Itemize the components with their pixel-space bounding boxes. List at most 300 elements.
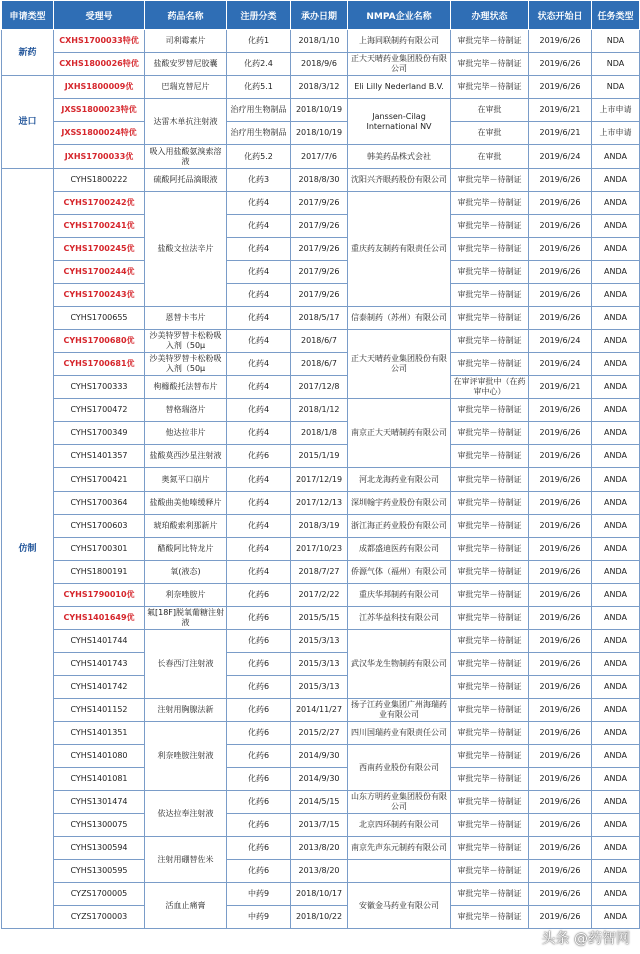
- accept-date-cell: 2018/5/17: [291, 307, 348, 330]
- task-type-cell: NDA: [592, 76, 640, 99]
- drug-name-cell: 吸入用盐酸氨溴索溶液: [145, 145, 227, 169]
- status-date-cell: 2019/6/26: [529, 307, 592, 330]
- accept-date-cell: 2015/5/15: [291, 607, 348, 630]
- accept-date-cell: 2015/2/27: [291, 722, 348, 745]
- status-date-cell: 2019/6/26: [529, 837, 592, 860]
- status-cell: 审批完毕－待制证: [451, 169, 529, 192]
- task-type-cell: ANDA: [592, 399, 640, 422]
- acceptance-no-cell: CYHS1700655: [54, 307, 145, 330]
- drug-name-cell: 达雷木单抗注射液: [145, 99, 227, 145]
- status-cell: 审批完毕－待制证: [451, 76, 529, 99]
- acceptance-no-cell: CYHS1401152: [54, 699, 145, 722]
- registration-class-cell: 化药6: [227, 653, 291, 676]
- acceptance-no-cell: CYHS1700333: [54, 376, 145, 399]
- registration-class-cell: 化药4: [227, 307, 291, 330]
- company-cell: 重庆华邦制药有限公司: [348, 584, 451, 607]
- accept-date-cell: 2013/7/15: [291, 814, 348, 837]
- header-row: [2, 1, 640, 30]
- status-cell: 审批完毕－待制证: [451, 515, 529, 538]
- registration-class-cell: 化药4: [227, 238, 291, 261]
- table-row: [2, 653, 640, 676]
- status-cell: 审批完毕－待制证: [451, 284, 529, 307]
- status-cell: 审批完毕－待制证: [451, 561, 529, 584]
- accept-date-cell: 2015/3/13: [291, 653, 348, 676]
- col-header: NMPA企业名称: [348, 1, 451, 30]
- status-date-cell: 2019/6/21: [529, 122, 592, 145]
- registration-class-cell: 化药6: [227, 445, 291, 468]
- col-header: 状态开始日: [529, 1, 592, 30]
- acceptance-no-cell: CYHS1300075: [54, 814, 145, 837]
- status-date-cell: 2019/6/26: [529, 630, 592, 653]
- company-cell: 安徽金马药业有限公司: [348, 883, 451, 929]
- status-date-cell: 2019/6/26: [529, 676, 592, 699]
- drug-name-cell: 他达拉非片: [145, 422, 227, 445]
- acceptance-no-cell: CYHS1401351: [54, 722, 145, 745]
- accept-date-cell: 2018/1/8: [291, 422, 348, 445]
- drug-name-cell: 奥氮平口崩片: [145, 468, 227, 492]
- task-type-cell: 上市申请: [592, 122, 640, 145]
- acceptance-no-cell: CYHS1301474: [54, 791, 145, 814]
- status-cell: 审批完毕－待制证: [451, 538, 529, 561]
- company-cell: 南京正大天晴制药有限公司: [348, 399, 451, 468]
- task-type-cell: NDA: [592, 30, 640, 53]
- col-header: 申请类型: [2, 1, 54, 30]
- registration-class-cell: 化药4: [227, 422, 291, 445]
- accept-date-cell: 2018/3/12: [291, 76, 348, 99]
- drug-name-cell: 盐酸曲美他嗪缓释片: [145, 492, 227, 515]
- status-date-cell: 2019/6/21: [529, 376, 592, 399]
- table-row: [2, 99, 640, 122]
- task-type-cell: ANDA: [592, 699, 640, 722]
- company-cell: 侨源气体（福州）有限公司: [348, 561, 451, 584]
- accept-date-cell: 2018/10/17: [291, 883, 348, 906]
- table-row: [2, 538, 640, 561]
- category-cell: 仿制: [2, 169, 54, 929]
- status-cell: 审批完毕－待制证: [451, 192, 529, 215]
- task-type-cell: ANDA: [592, 307, 640, 330]
- table-row: [2, 284, 640, 307]
- status-date-cell: 2019/6/26: [529, 814, 592, 837]
- acceptance-no-cell: CYHS1700472: [54, 399, 145, 422]
- accept-date-cell: 2018/6/7: [291, 353, 348, 376]
- table-row: [2, 238, 640, 261]
- drug-name-cell: 恩替卡韦片: [145, 307, 227, 330]
- acceptance-no-cell: CYHS1700245优: [54, 238, 145, 261]
- task-type-cell: ANDA: [592, 376, 640, 399]
- drug-name-cell: 盐酸安罗替尼胶囊: [145, 53, 227, 76]
- drug-name-cell: 注射用硼替佐米: [145, 837, 227, 883]
- company-cell: 四川国瑞药业有限责任公司: [348, 722, 451, 745]
- registration-class-cell: 化药6: [227, 768, 291, 791]
- company-cell: 重庆药友制药有限责任公司: [348, 192, 451, 307]
- drug-name-cell: 盐酸莫西沙星注射液: [145, 445, 227, 468]
- company-cell: 北京四环制药有限公司: [348, 814, 451, 837]
- task-type-cell: ANDA: [592, 492, 640, 515]
- task-type-cell: ANDA: [592, 538, 640, 561]
- status-cell: 审批完毕－待制证: [451, 837, 529, 860]
- registration-class-cell: 化药4: [227, 261, 291, 284]
- drug-name-cell: 沙美特罗替卡松粉吸入剂（50μ: [145, 353, 227, 376]
- table-row: [2, 745, 640, 768]
- task-type-cell: ANDA: [592, 837, 640, 860]
- accept-date-cell: 2015/1/19: [291, 445, 348, 468]
- accept-date-cell: 2018/10/22: [291, 906, 348, 929]
- status-date-cell: 2019/6/26: [529, 399, 592, 422]
- company-cell: 山东方明药业集团股份有限公司: [348, 791, 451, 814]
- drug-name-cell: 依达拉奉注射液: [145, 791, 227, 837]
- col-header: 任务类型: [592, 1, 640, 30]
- status-cell: 审批完毕－待制证: [451, 814, 529, 837]
- watermark: 头条 @药智网: [541, 931, 630, 947]
- drug-name-cell: 醋酸阿比特龙片: [145, 538, 227, 561]
- company-cell: 江苏华益科技有限公司: [348, 607, 451, 630]
- table-row: [2, 699, 640, 722]
- accept-date-cell: 2013/8/20: [291, 837, 348, 860]
- status-date-cell: 2019/6/24: [529, 353, 592, 376]
- task-type-cell: ANDA: [592, 515, 640, 538]
- acceptance-no-cell: CYHS1700364: [54, 492, 145, 515]
- registration-class-cell: 化药4: [227, 376, 291, 399]
- company-cell: 沈阳兴齐眼药股份有限公司: [348, 169, 451, 192]
- task-type-cell: ANDA: [592, 330, 640, 353]
- task-type-cell: ANDA: [592, 422, 640, 445]
- company-cell: 西南药业股份有限公司: [348, 745, 451, 791]
- accept-date-cell: 2014/9/30: [291, 768, 348, 791]
- accept-date-cell: 2013/8/20: [291, 860, 348, 883]
- status-date-cell: 2019/6/26: [529, 745, 592, 768]
- acceptance-no-cell: CYHS1401742: [54, 676, 145, 699]
- registration-class-cell: 化药5.1: [227, 76, 291, 99]
- company-cell: 信泰制药（苏州）有限公司: [348, 307, 451, 330]
- drug-name-cell: 长春西汀注射液: [145, 630, 227, 699]
- table-row: [2, 30, 640, 53]
- status-cell: 审批完毕－待制证: [451, 215, 529, 238]
- table-row: [2, 53, 640, 76]
- status-cell: 审批完毕－待制证: [451, 791, 529, 814]
- acceptance-no-cell: CYHS1700680优: [54, 330, 145, 353]
- accept-date-cell: 2018/10/19: [291, 99, 348, 122]
- status-date-cell: 2019/6/24: [529, 330, 592, 353]
- status-cell: 审批完毕－待制证: [451, 860, 529, 883]
- col-header: 办理状态: [451, 1, 529, 30]
- status-date-cell: 2019/6/26: [529, 238, 592, 261]
- status-cell: 审批完毕－待制证: [451, 906, 529, 929]
- company-cell: 扬子江药业集团广州海瑞药业有限公司: [348, 699, 451, 722]
- acceptance-no-cell: CYHS1401081: [54, 768, 145, 791]
- registration-class-cell: 化药4: [227, 515, 291, 538]
- task-type-cell: ANDA: [592, 284, 640, 307]
- status-cell: 在审评审批中（在药审中心）: [451, 376, 529, 399]
- registration-class-cell: 化药6: [227, 607, 291, 630]
- registration-class-cell: 化药4: [227, 492, 291, 515]
- status-date-cell: 2019/6/26: [529, 492, 592, 515]
- company-cell: 韩美药品株式会社: [348, 145, 451, 169]
- table-row: [2, 192, 640, 215]
- drug-name-cell: 沙美特罗替卡松粉吸入剂（50μ: [145, 330, 227, 353]
- accept-date-cell: 2017/9/26: [291, 215, 348, 238]
- acceptance-no-cell: CYHS1401357: [54, 445, 145, 468]
- task-type-cell: ANDA: [592, 238, 640, 261]
- status-cell: 审批完毕－待制证: [451, 722, 529, 745]
- acceptance-no-cell: CYHS1401080: [54, 745, 145, 768]
- status-date-cell: 2019/6/26: [529, 883, 592, 906]
- status-cell: 在审批: [451, 145, 529, 169]
- company-cell: 武汉华龙生物制药有限公司: [348, 630, 451, 699]
- registration-class-cell: 治疗用生物制品: [227, 122, 291, 145]
- acceptance-no-cell: JXSS1800023特优: [54, 99, 145, 122]
- table-row: [2, 145, 640, 169]
- table-row: [2, 307, 640, 330]
- task-type-cell: ANDA: [592, 445, 640, 468]
- registration-class-cell: 化药6: [227, 791, 291, 814]
- table-row: [2, 607, 640, 630]
- registration-class-cell: 化药4: [227, 353, 291, 376]
- status-cell: 审批完毕－待制证: [451, 353, 529, 376]
- status-cell: 审批完毕－待制证: [451, 30, 529, 53]
- accept-date-cell: 2014/11/27: [291, 699, 348, 722]
- status-cell: 审批完毕－待制证: [451, 307, 529, 330]
- registration-class-cell: 化药4: [227, 538, 291, 561]
- company-cell: 深圳翰宇药业股份有限公司: [348, 492, 451, 515]
- accept-date-cell: 2018/10/19: [291, 122, 348, 145]
- accept-date-cell: 2015/3/13: [291, 676, 348, 699]
- status-cell: 审批完毕－待制证: [451, 53, 529, 76]
- accept-date-cell: 2017/10/23: [291, 538, 348, 561]
- table-row: [2, 561, 640, 584]
- status-cell: 审批完毕－待制证: [451, 883, 529, 906]
- registration-class-cell: 化药5.2: [227, 145, 291, 169]
- registration-class-cell: 化药2.4: [227, 53, 291, 76]
- status-date-cell: 2019/6/26: [529, 561, 592, 584]
- status-date-cell: 2019/6/26: [529, 284, 592, 307]
- drug-approval-table: [1, 0, 640, 929]
- company-cell: 河北龙海药业有限公司: [348, 468, 451, 492]
- table-row: [2, 883, 640, 906]
- company-cell: 上海同联制药有限公司: [348, 30, 451, 53]
- col-header: 承办日期: [291, 1, 348, 30]
- task-type-cell: 上市申请: [592, 99, 640, 122]
- accept-date-cell: 2018/3/19: [291, 515, 348, 538]
- status-date-cell: 2019/6/26: [529, 445, 592, 468]
- status-date-cell: 2019/6/26: [529, 422, 592, 445]
- acceptance-no-cell: CYHS1700603: [54, 515, 145, 538]
- registration-class-cell: 治疗用生物制品: [227, 99, 291, 122]
- acceptance-no-cell: CYHS1300595: [54, 860, 145, 883]
- acceptance-no-cell: CYHS1700241优: [54, 215, 145, 238]
- table-row: [2, 768, 640, 791]
- drug-name-cell: 氟[18F]脱氧葡糖注射液: [145, 607, 227, 630]
- task-type-cell: ANDA: [592, 814, 640, 837]
- status-cell: 审批完毕－待制证: [451, 676, 529, 699]
- company-cell: 南京先声东元制药有限公司: [348, 837, 451, 860]
- status-date-cell: 2019/6/26: [529, 722, 592, 745]
- company-cell: 成都盛迪医药有限公司: [348, 538, 451, 561]
- registration-class-cell: 化药3: [227, 169, 291, 192]
- table-row: [2, 860, 640, 883]
- acceptance-no-cell: CYHS1700349: [54, 422, 145, 445]
- accept-date-cell: 2014/5/15: [291, 791, 348, 814]
- category-cell: 进口: [2, 76, 54, 169]
- status-cell: 审批完毕－待制证: [451, 630, 529, 653]
- accept-date-cell: 2018/6/7: [291, 330, 348, 353]
- status-date-cell: 2019/6/26: [529, 906, 592, 929]
- accept-date-cell: 2017/9/26: [291, 192, 348, 215]
- acceptance-no-cell: CYHS1790010优: [54, 584, 145, 607]
- acceptance-no-cell: CYHS1700421: [54, 468, 145, 492]
- status-cell: 在审批: [451, 122, 529, 145]
- drug-name-cell: 盐酸文拉法辛片: [145, 192, 227, 307]
- status-cell: 审批完毕－待制证: [451, 399, 529, 422]
- status-cell: 审批完毕－待制证: [451, 261, 529, 284]
- status-cell: 审批完毕－待制证: [451, 607, 529, 630]
- task-type-cell: ANDA: [592, 630, 640, 653]
- acceptance-no-cell: CYHS1401744: [54, 630, 145, 653]
- acceptance-no-cell: CYHS1700243优: [54, 284, 145, 307]
- registration-class-cell: 化药4: [227, 192, 291, 215]
- task-type-cell: ANDA: [592, 145, 640, 169]
- task-type-cell: ANDA: [592, 883, 640, 906]
- category-cell: 新药: [2, 30, 54, 76]
- status-cell: 审批完毕－待制证: [451, 238, 529, 261]
- status-date-cell: 2019/6/26: [529, 699, 592, 722]
- status-date-cell: 2019/6/24: [529, 145, 592, 169]
- acceptance-no-cell: CYHS1700242优: [54, 192, 145, 215]
- acceptance-no-cell: CXHS1700033特优: [54, 30, 145, 53]
- acceptance-no-cell: CXHS1800026特优: [54, 53, 145, 76]
- table-row: [2, 906, 640, 929]
- company-cell: Eli Lilly Nederland B.V.: [348, 76, 451, 99]
- table-row: [2, 353, 640, 376]
- table-row: [2, 468, 640, 492]
- col-header: 受理号: [54, 1, 145, 30]
- task-type-cell: ANDA: [592, 353, 640, 376]
- task-type-cell: ANDA: [592, 261, 640, 284]
- accept-date-cell: 2015/3/13: [291, 630, 348, 653]
- accept-date-cell: 2018/9/6: [291, 53, 348, 76]
- task-type-cell: ANDA: [592, 215, 640, 238]
- drug-name-cell: 氧(液态): [145, 561, 227, 584]
- drug-name-cell: 利奈唑胺注射液: [145, 722, 227, 791]
- task-type-cell: ANDA: [592, 791, 640, 814]
- registration-class-cell: 化药6: [227, 860, 291, 883]
- drug-name-cell: 活血止痛膏: [145, 883, 227, 929]
- company-cell: [348, 860, 451, 883]
- company-cell: 正大天晴药业集团股份有限公司: [348, 53, 451, 76]
- table-row: [2, 422, 640, 445]
- status-date-cell: 2019/6/26: [529, 791, 592, 814]
- status-cell: 审批完毕－待制证: [451, 768, 529, 791]
- status-date-cell: 2019/6/26: [529, 515, 592, 538]
- company-cell: Janssen-Cilag International NV: [348, 99, 451, 145]
- accept-date-cell: 2017/12/19: [291, 468, 348, 492]
- acceptance-no-cell: JXSS1800024特优: [54, 122, 145, 145]
- status-cell: 审批完毕－待制证: [451, 422, 529, 445]
- task-type-cell: ANDA: [592, 584, 640, 607]
- status-date-cell: 2019/6/26: [529, 538, 592, 561]
- status-date-cell: 2019/6/26: [529, 215, 592, 238]
- acceptance-no-cell: CYZS1700003: [54, 906, 145, 929]
- task-type-cell: ANDA: [592, 561, 640, 584]
- table-body: [2, 30, 640, 929]
- acceptance-no-cell: JXHS1800009优: [54, 76, 145, 99]
- status-cell: 在审批: [451, 99, 529, 122]
- status-date-cell: 2019/6/26: [529, 584, 592, 607]
- registration-class-cell: 化药4: [227, 399, 291, 422]
- accept-date-cell: 2018/1/12: [291, 399, 348, 422]
- drug-name-cell: 琥珀酸索利那新片: [145, 515, 227, 538]
- acceptance-no-cell: CYHS1401743: [54, 653, 145, 676]
- table-row: [2, 261, 640, 284]
- task-type-cell: ANDA: [592, 192, 640, 215]
- status-cell: 审批完毕－待制证: [451, 699, 529, 722]
- status-date-cell: 2019/6/26: [529, 653, 592, 676]
- table-row: [2, 492, 640, 515]
- registration-class-cell: 中药9: [227, 883, 291, 906]
- drug-name-cell: 枸橼酸托法替布片: [145, 376, 227, 399]
- table-row: [2, 814, 640, 837]
- accept-date-cell: 2017/9/26: [291, 284, 348, 307]
- table-row: [2, 122, 640, 145]
- acceptance-no-cell: CYHS1700301: [54, 538, 145, 561]
- drug-name-cell: 司利霉素片: [145, 30, 227, 53]
- registration-class-cell: 化药4: [227, 468, 291, 492]
- table-row: [2, 584, 640, 607]
- registration-class-cell: 化药6: [227, 837, 291, 860]
- status-date-cell: 2019/6/26: [529, 468, 592, 492]
- accept-date-cell: 2017/9/26: [291, 261, 348, 284]
- registration-class-cell: 化药4: [227, 284, 291, 307]
- accept-date-cell: 2017/12/8: [291, 376, 348, 399]
- drug-name-cell: 替格瑞洛片: [145, 399, 227, 422]
- acceptance-no-cell: CYHS1700681优: [54, 353, 145, 376]
- accept-date-cell: 2014/9/30: [291, 745, 348, 768]
- acceptance-no-cell: CYHS1800191: [54, 561, 145, 584]
- accept-date-cell: 2017/7/6: [291, 145, 348, 169]
- status-date-cell: 2019/6/26: [529, 607, 592, 630]
- acceptance-no-cell: CYHS1700244优: [54, 261, 145, 284]
- accept-date-cell: 2018/7/27: [291, 561, 348, 584]
- status-date-cell: 2019/6/26: [529, 53, 592, 76]
- registration-class-cell: 中药9: [227, 906, 291, 929]
- accept-date-cell: 2017/12/13: [291, 492, 348, 515]
- status-date-cell: 2019/6/26: [529, 860, 592, 883]
- table-row: [2, 169, 640, 192]
- registration-class-cell: 化药6: [227, 676, 291, 699]
- table-row: [2, 399, 640, 422]
- status-cell: 审批完毕－待制证: [451, 445, 529, 468]
- company-cell: 正大天晴药业集团股份有限公司: [348, 330, 451, 399]
- task-type-cell: ANDA: [592, 860, 640, 883]
- task-type-cell: ANDA: [592, 169, 640, 192]
- task-type-cell: ANDA: [592, 745, 640, 768]
- status-cell: 审批完毕－待制证: [451, 584, 529, 607]
- status-date-cell: 2019/6/21: [529, 99, 592, 122]
- table-row: [2, 376, 640, 399]
- registration-class-cell: 化药6: [227, 814, 291, 837]
- status-date-cell: 2019/6/26: [529, 169, 592, 192]
- table-row: [2, 330, 640, 353]
- status-date-cell: 2019/6/26: [529, 192, 592, 215]
- acceptance-no-cell: CYHS1401649优: [54, 607, 145, 630]
- registration-class-cell: 化药4: [227, 215, 291, 238]
- accept-date-cell: 2018/1/10: [291, 30, 348, 53]
- registration-class-cell: 化药6: [227, 745, 291, 768]
- table-row: [2, 445, 640, 468]
- registration-class-cell: 化药6: [227, 722, 291, 745]
- task-type-cell: ANDA: [592, 468, 640, 492]
- registration-class-cell: 化药4: [227, 561, 291, 584]
- registration-class-cell: 化药4: [227, 330, 291, 353]
